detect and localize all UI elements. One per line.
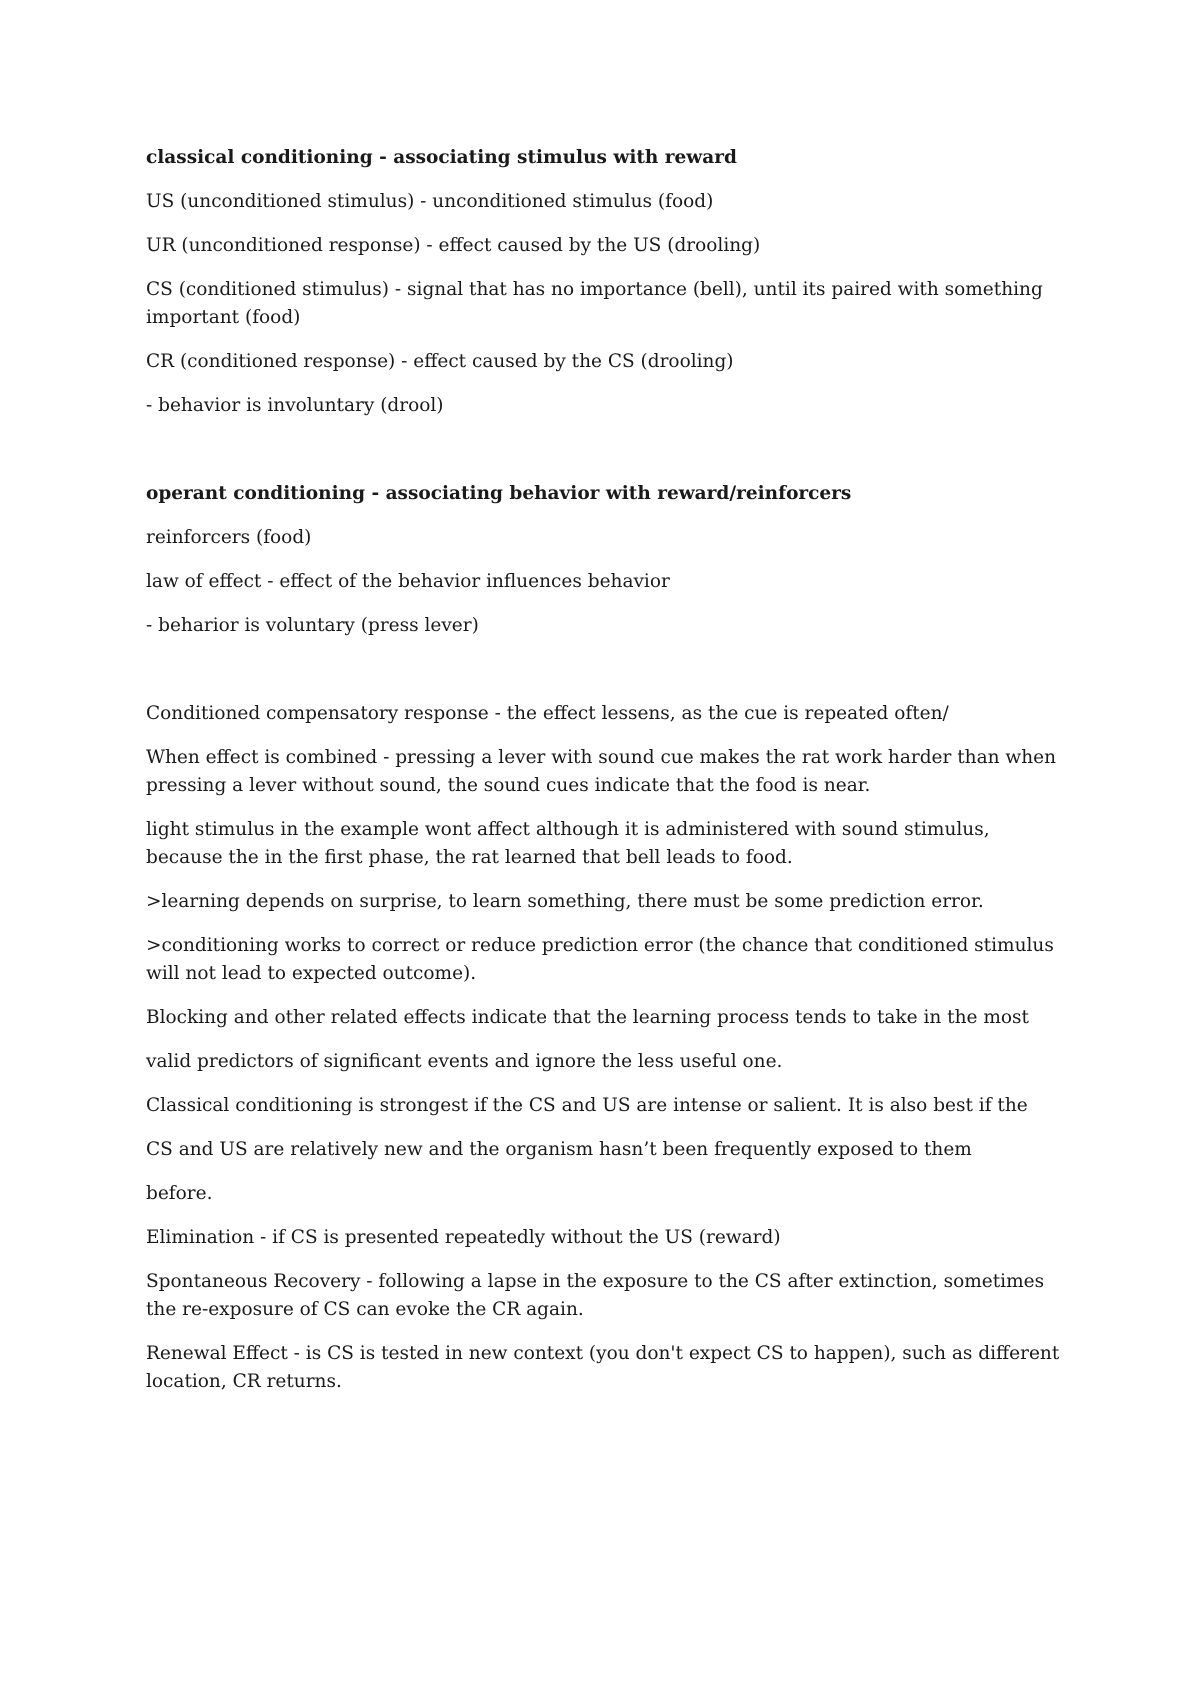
paragraph: - behavior is involuntary (drool): [146, 395, 444, 416]
section-heading: operant conditioning - associating behavior with reward/reinforcers: [146, 483, 852, 504]
paragraph: CS (conditioned stimulus) - signal that has no importance (bell), until its paired with something important (food): [146, 279, 1043, 328]
paragraph: Elimination - if CS is presented repeatedly without the US (reward): [146, 1227, 781, 1248]
section-heading: classical conditioning - associating stimulus with reward: [146, 147, 737, 168]
paragraph: Classical conditioning is strongest if the CS and US are intense or salient. It is also best if the: [146, 1095, 1028, 1116]
document-body: [146, 144, 1060, 1396]
paragraph: When effect is combined - pressing a lever with sound cue makes the rat work harder than when pressing a lever without sound, the sound cues indicate that the food is near.: [146, 747, 1057, 796]
paragraph: >learning depends on surprise, to learn something, there must be some prediction error.: [146, 891, 984, 912]
paragraph: reinforcers (food): [146, 527, 312, 548]
paragraph: - beharior is voluntary (press lever): [146, 615, 479, 636]
paragraph: light stimulus in the example wont affect although it is administered with sound stimulus, because the in the first phase, the rat learned that bell leads to food.: [146, 819, 990, 868]
paragraph: >conditioning works to correct or reduce prediction error (the chance that conditioned stimulus will not lead to expected outcome).: [146, 935, 1054, 984]
paragraph: CR (conditioned response) - effect caused by the CS (drooling): [146, 351, 734, 372]
paragraph: US (unconditioned stimulus) - unconditioned stimulus (food): [146, 191, 714, 212]
paragraph: Conditioned compensatory response - the effect lessens, as the cue is repeated often/: [146, 703, 949, 724]
paragraph: Blocking and other related effects indicate that the learning process tends to take in the most: [146, 1007, 1029, 1028]
paragraph: law of effect - effect of the behavior influences behavior: [146, 571, 670, 592]
paragraph: before.: [146, 1183, 213, 1204]
paragraph: Renewal Effect - is CS is tested in new context (you don't expect CS to happen), such as different location, CR returns.: [146, 1343, 1060, 1392]
paragraph: UR (unconditioned response) - effect caused by the US (drooling): [146, 235, 761, 256]
paragraph: Spontaneous Recovery - following a lapse in the exposure to the CS after extinction, sometimes the re-exposure of CS can evoke the CR again.: [146, 1271, 1045, 1320]
paragraph: valid predictors of significant events and ignore the less useful one.: [146, 1051, 783, 1072]
paragraph-spacer: [146, 436, 1060, 480]
paragraph-spacer: [146, 656, 1060, 700]
paragraph: CS and US are relatively new and the organism hasn’t been frequently exposed to them: [146, 1139, 972, 1160]
